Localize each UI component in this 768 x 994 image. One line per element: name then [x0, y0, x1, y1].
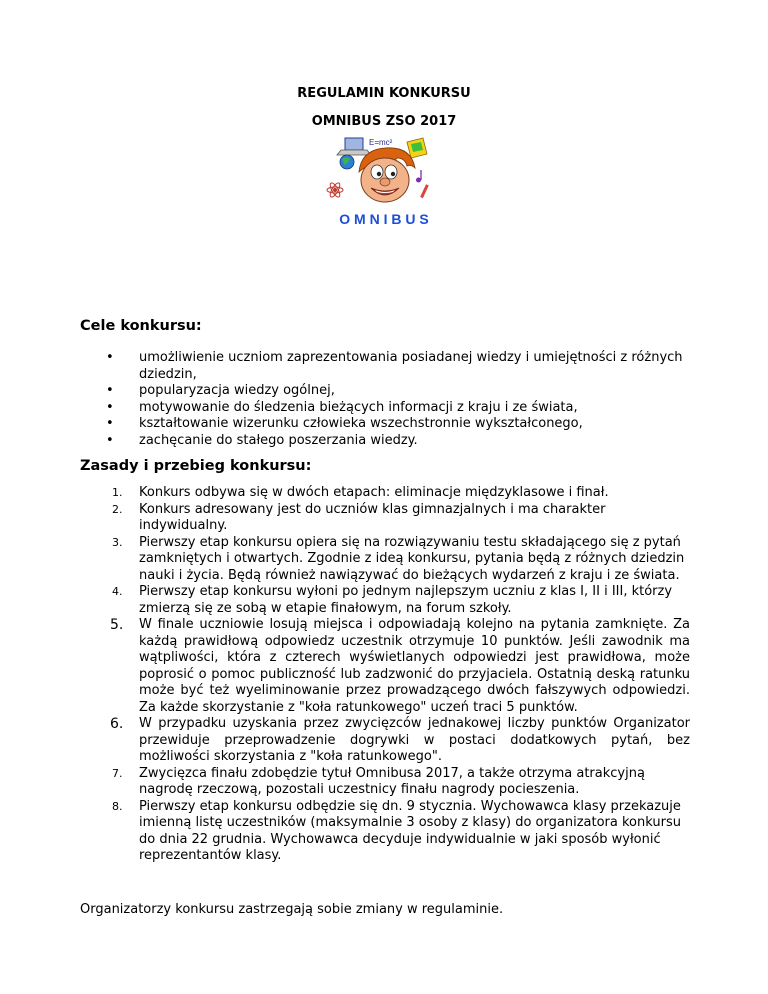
rule-text: Konkurs odbywa się w dwóch etapach: eliminacje międzyklasowe i finał.	[139, 485, 609, 500]
omnibus-logo	[311, 132, 457, 230]
rule-text: Pierwszy etap konkursu odbędzie się dn. 9 stycznia. Wychowawca klasy przekazuje imienną listę uczestników (maksymalnie 3 osoby z klasy) do organizatora konkursu do dnia 22 grudnia. Wychowawca decyduje indywidualnie w jaki sposób wyłonić reprezentantów klasy.	[139, 798, 681, 863]
item-number: 6.	[110, 716, 124, 732]
document-title: REGULAMIN KONKURSU	[297, 86, 471, 101]
laptop-icon	[337, 138, 371, 155]
list-item	[80, 584, 690, 617]
list-item	[80, 716, 690, 766]
goal-text: kształtowanie wizerunku człowieka wszechstronnie wykształconego,	[139, 416, 583, 431]
goals-list	[80, 350, 700, 449]
item-number: 3.	[112, 535, 123, 549]
list-item	[80, 502, 690, 535]
list-item	[80, 433, 700, 450]
logo-wordmark: O M N I B U S	[339, 211, 429, 227]
rule-text: Pierwszy etap konkursu wyłoni po jednym najlepszym uczniu z klas I, II i III, którzy zmierzą się ze sobą w etapie finałowym, na forum szkoły.	[139, 584, 673, 616]
music-note-icon	[416, 170, 421, 183]
footer-note: Organizatorzy konkursu zastrzegają sobie zmiany w regulaminie.	[80, 902, 504, 917]
rule-text: W finale uczniowie losują miejsca i odpowiadają kolejno na pytania zamknięte. Za każdą prawidłową odpowiedz uczestnik otrzymuje 10 punktów. Jeśli zawodnik ma wątpliwości, która z czterech wyświetlanych odpowiedzi jest prawidłowa, może poprosić o pomoc publiczność lub zadzwonić do przyjaciela. Ostatnią deską ratunku może być też wyeliminowanie przez prowadzącego dwóch fałszywych odpowiedzi. Za każde skorzystanie z "koła ratunkowego" uczeń traci 5 punktów.	[139, 617, 690, 715]
list-item	[80, 799, 690, 865]
rule-text: Pierwszy etap konkursu opiera się na rozwiązywaniu testu składającego się z pytań zamkniętych i otwartych. Zgodnie z ideą konkursu, pytania będą z różnych dziedzin nauki i życia. Będą również nawiązywać do bieżących wydarzeń z kraju i ze świata.	[139, 534, 685, 583]
atom-icon	[327, 182, 343, 199]
goal-text: zachęcanie do stałego poszerzania wiedzy.	[139, 432, 418, 448]
rules-list	[80, 485, 690, 865]
item-number: 8.	[112, 799, 123, 813]
goals-heading: Cele konkursu:	[80, 318, 202, 334]
list-item	[80, 400, 700, 417]
rule-text: Zwycięzca finału zdobędzie tytuł Omnibusa 2017, a także otrzyma atrakcyjną nagrodę rzeczową, pozostali uczestnicy finału nagrody pocieszenia.	[139, 765, 645, 797]
rule-text: Konkurs adresowany jest do uczniów klas gimnazjalnych i ma charakter indywidualny.	[139, 501, 606, 533]
goal-text: motywowanie do śledzenia bieżących informacji z kraju i ze świata,	[139, 399, 578, 415]
globe-icon	[340, 155, 354, 169]
list-item	[80, 416, 700, 433]
document-subtitle: OMNIBUS ZSO 2017	[311, 114, 457, 129]
rule-text: W przypadku uzyskania przez zwycięzców jednakowej liczby punktów Organizator przewiduje przeprowadzenie dogrywki w postaci dodatkowych pytań, bez możliwości skorzystania z "koła ratunkowego".	[139, 716, 690, 764]
goal-text: umożliwienie uczniom zaprezentowania posiadanej wiedzy i umiejętności z różnych dziedzin,	[139, 350, 683, 382]
item-number: 1.	[112, 486, 123, 499]
list-item	[80, 383, 700, 400]
list-item	[80, 535, 690, 585]
item-number: 2.	[112, 502, 123, 516]
list-item	[80, 350, 700, 383]
item-number: 4.	[112, 585, 123, 598]
pencil-icon	[420, 184, 429, 198]
book-icon	[407, 138, 427, 158]
goal-text: popularyzacja wiedzy ogólnej,	[139, 383, 335, 398]
list-item	[80, 766, 690, 799]
item-number: 5.	[110, 617, 124, 633]
logo-formula: E=mc²	[369, 138, 393, 147]
list-item	[80, 617, 690, 716]
rules-heading: Zasady i przebieg konkursu:	[80, 458, 312, 474]
list-item	[80, 485, 690, 502]
item-number: 7.	[112, 766, 123, 780]
